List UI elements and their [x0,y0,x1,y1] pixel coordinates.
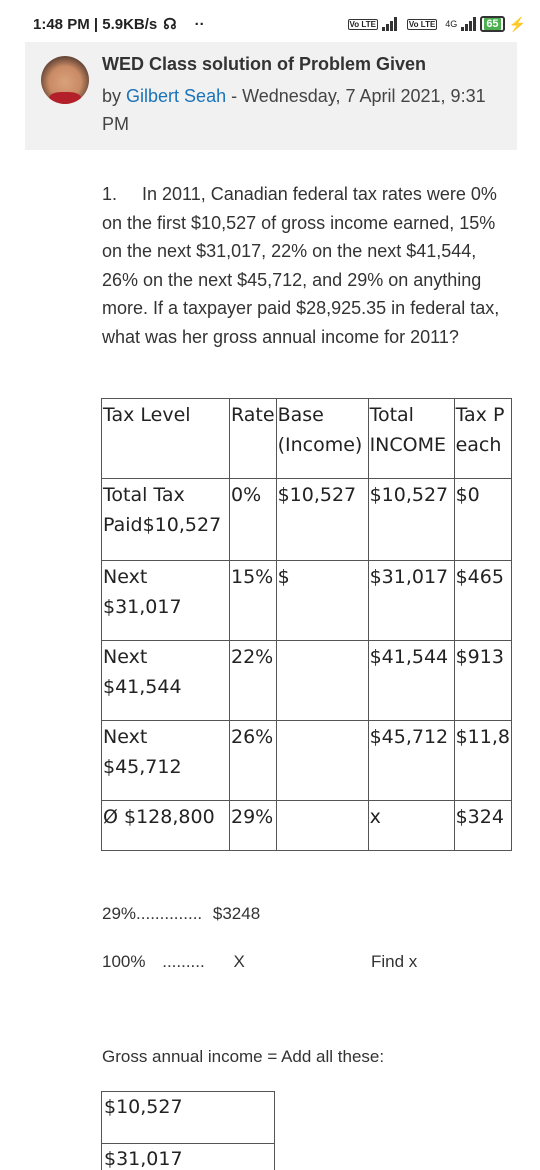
calc-x: X [233,952,245,971]
post-title: WED Class solution of Problem Given [102,54,427,74]
status-time-speed: 1:48 PM | 5.9KB/s [33,15,158,33]
table-row [102,801,512,851]
table-row [102,479,512,561]
more-dots-icon: ·· [194,15,205,33]
sum-cell: $10,527 [102,1092,275,1144]
cell-tax: $11,8 [454,721,511,801]
cell-base [276,801,368,851]
cell-tax: $324 [454,801,511,851]
cell-rate: 15% [230,561,277,641]
table-header-row [102,399,512,479]
author-avatar[interactable] [41,56,89,104]
table-row [102,1092,275,1144]
charging-icon: ⚡ [508,15,526,32]
cell-base [276,721,368,801]
tax-table [101,398,512,851]
post-header [25,42,517,150]
header-tax-level: Tax Level [102,399,230,479]
cell-total: $10,527 [368,479,454,561]
cell-tax: $913 [454,641,511,721]
cell-rate: 0% [230,479,277,561]
cell-tax: $0 [454,479,511,561]
question-text [102,180,512,352]
calc-amount: $3248 [212,904,261,923]
author-link[interactable]: Gilbert Seah [126,86,227,106]
post-meta [102,82,502,138]
signal-icon [382,17,397,31]
calc-line-2 [102,952,502,972]
status-left [33,15,205,33]
battery-icon [480,16,504,32]
cell-total: x [368,801,454,851]
header-total: Total INCOME [368,399,454,479]
question-number: 1. [102,184,118,204]
post-date: - Wednesday, 7 April 2021, 9:31 PM [102,86,486,134]
cell-level: Next $45,712 [102,721,230,801]
cell-level: Total Tax Paid$10,527 [102,479,230,561]
cell-total: $31,017 [368,561,454,641]
table-row [102,561,512,641]
post-content [102,180,512,352]
cell-rate: 26% [230,721,277,801]
table-row [102,641,512,721]
cell-total: $45,712 [368,721,454,801]
calc-line-1 [102,904,260,924]
network-type-label: 4G [445,19,458,29]
calc-dots: ......... [162,952,205,971]
signal-icon-2 [461,17,476,31]
battery-level: 65 [486,18,499,30]
cell-total: $41,544 [368,641,454,721]
by-label: by [102,86,122,106]
cell-level: Ø $128,800 [102,801,230,851]
header-rate: Rate [230,399,277,479]
calc-find: Find x [371,952,418,971]
header-base: Base (Income) [276,399,368,479]
header-tax-paid: Tax P each [454,399,511,479]
cell-base: $10,527 [276,479,368,561]
calc-percent: 100% [102,952,146,971]
cell-level: Next $31,017 [102,561,230,641]
calc-rate: 29%.............. [102,904,203,923]
table-row [102,721,512,801]
status-right [348,16,526,33]
cell-base: $ [276,561,368,641]
cell-rate: 29% [230,801,277,851]
headphone-icon: ☊ [163,16,177,33]
sum-cell: $31,017 [102,1144,275,1170]
cell-base [276,641,368,721]
sum-table [101,1091,275,1170]
cell-level: Next $41,544 [102,641,230,721]
table-row [102,1144,275,1170]
volte-icon-2: Vo LTE [408,19,436,29]
question-body: In 2011, Canadian federal tax rates were 0% on the first $10,527 of gross income earned, 15% on the next $31,017, 22% on the next $41,544, 26% on the next $45,712, and 29% on anything more. If a taxpayer paid $28,925.35 in federal tax, what was her gross annual income for 2011? [102,184,500,347]
status-bar [0,0,540,48]
volte-icon: Vo LTE [349,19,376,29]
cell-rate: 22% [230,641,277,721]
cell-tax: $465 [454,561,511,641]
gross-label: Gross annual income = Add all these: [102,1047,385,1066]
